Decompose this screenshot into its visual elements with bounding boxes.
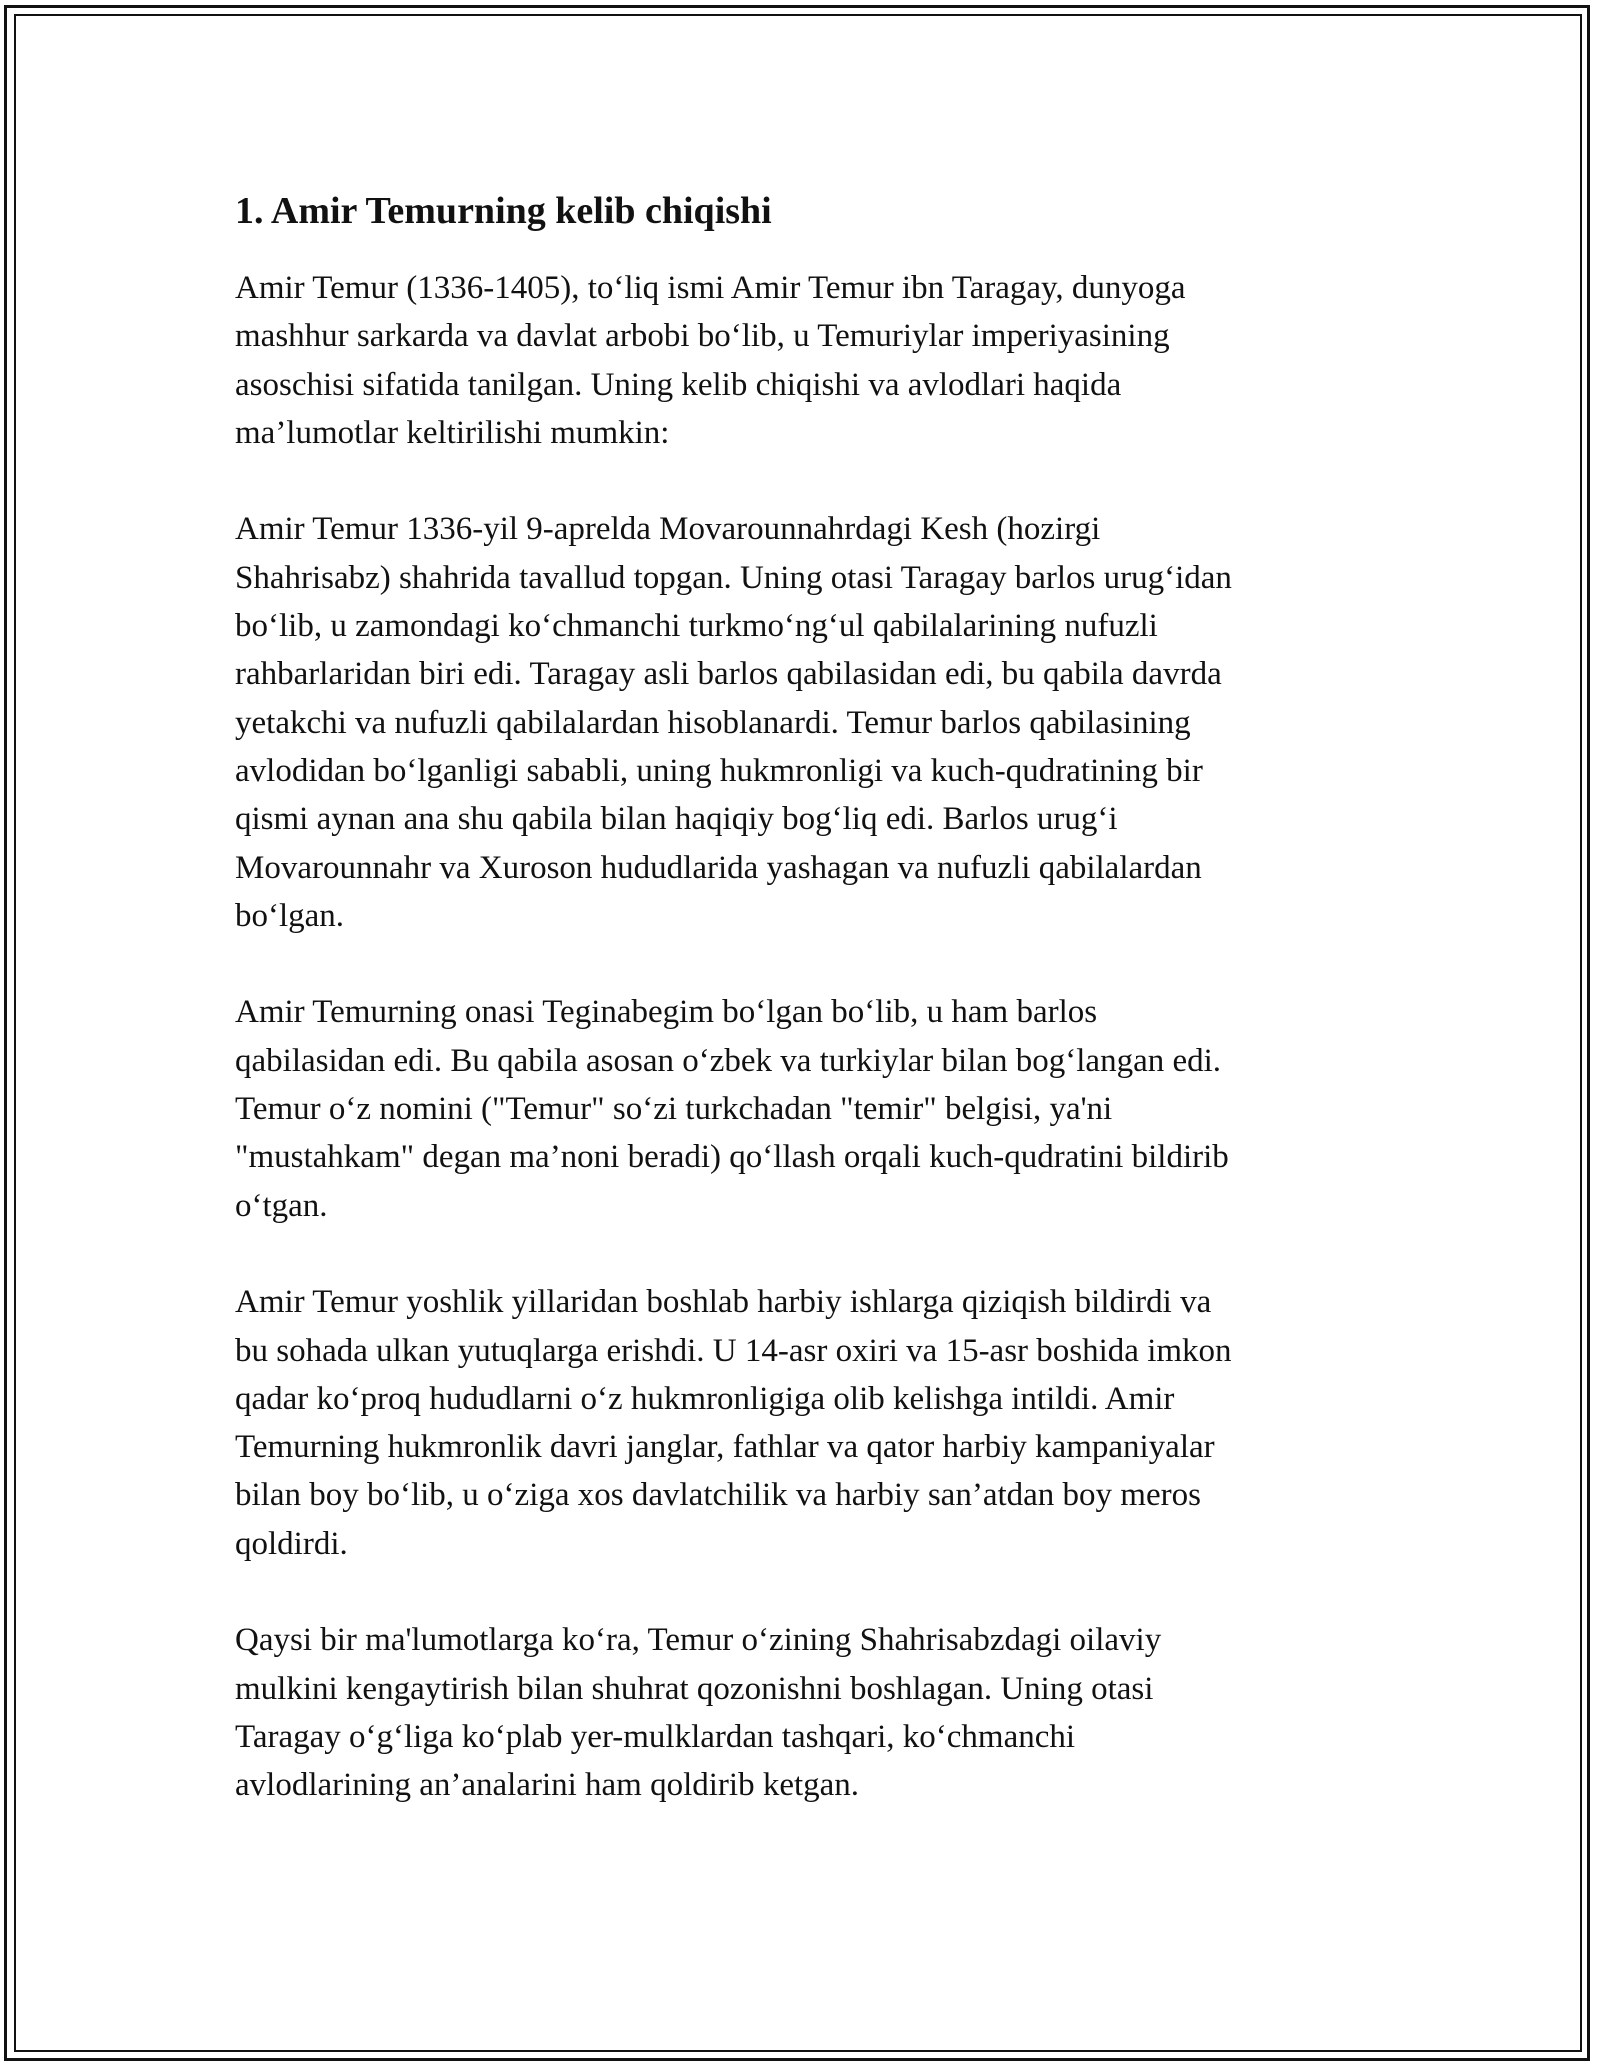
section-heading: 1. Amir Temurning kelib chiqishi — [235, 190, 772, 232]
paragraph-family-estate: Qaysi bir ma'lumotlarga ko‘ra, Temur o‘zining Shahrisabzdagi oilaviy mulkini kengaytirish bilan shuhrat qozonishni boshlagan. Uning otasi Taragay o‘g‘liga ko‘plab yer-mulklardan tashqari, ko‘chmanchi avlodlarining an’analarini ham qoldirib ketgan. — [235, 1622, 1162, 1804]
paragraph-military-career: Amir Temur yoshlik yillaridan boshlab harbiy ishlarga qiziqish bildirdi va bu sohada ulkan yutuqlarga erishdi. U 14-asr oxiri va 15-asr boshida imkon qadar ko‘proq hududlarni o‘z hukmronligiga olib kelishga intildi. Amir Temurning hukmronlik davri janglar, fathlar va qator harbiy kampaniyalar bilan boy bo‘lib, u o‘ziga xos davlatchilik va harbiy san’atdan boy meros qoldirdi. — [235, 1284, 1232, 1562]
document-body — [235, 186, 1355, 1810]
paragraph-mother-and-name: Amir Temurning onasi Teginabegim bo‘lgan bo‘lib, u ham barlos qabilasidan edi. Bu qabila asosan o‘zbek va turkiylar bilan bog‘langan edi. Temur o‘z nomini ("Temur" so‘zi turkchadan "temir" belgisi, ya'ni "mustahkam" degan ma’noni beradi) qo‘llash orqali kuch-qudratini bildirib o‘tgan. — [235, 994, 1229, 1224]
paragraph-intro: Amir Temur (1336-1405), to‘liq ismi Amir Temur ibn Taragay, dunyoga mashhur sarkarda va davlat arbobi bo‘lib, u Temuriylar imperiyasining asoschisi sifatida tanilgan. Uning kelib chiqishi va avlodlari haqida ma’lumotlar keltirilishi mumkin: — [235, 270, 1186, 451]
paragraph-birth-and-father: Amir Temur 1336-yil 9-aprelda Movarounnahrdagi Kesh (hozirgi Shahrisabz) shahrida tavallud topgan. Uning otasi Taragay barlos urug‘idan bo‘lib, u zamondagi ko‘chmanchi turkmo‘ng‘ul qabilalarining nufuzli rahbarlaridan biri edi. Taragay asli barlos qabilasidan edi, bu qabila davrda yetakchi va nufuzli qabilalardan hisoblanardi. Temur barlos qabilasining avlodidan bo‘lganligi sababli, uning hukmronligi va kuch-qudratining bir qismi aynan ana shu qabila bilan haqiqiy bog‘liq edi. Barlos urug‘i Movarounnahr va Xuroson hududlarida yashagan va nufuzli qabilalardan bo‘lgan. — [235, 511, 1232, 934]
